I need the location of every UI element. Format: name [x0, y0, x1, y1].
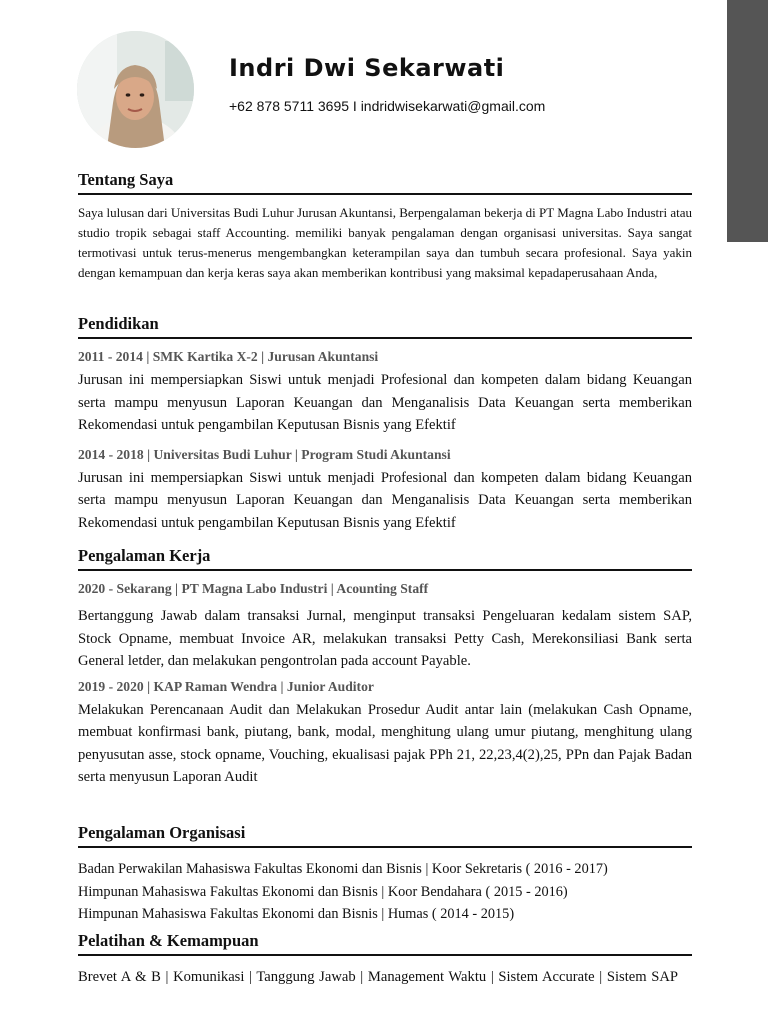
organization-list — [78, 858, 692, 926]
about-text: Saya lulusan dari Universitas Budi Luhur Jurusan Akuntansi, Berpengalaman bekerja di PT Magna Labo Industri atau studio tropik sebagai staff Accounting. memiliki banyak pengalaman dengan organisasi universitas. Saya sangat termotivasi untuk terus-menerus mengembangkan keterampilan saya dan tumbuh secara profesional. Saya yakin dengan kemampuan dan kerja keras saya akan memberikan kontribusi yang maksimal kepadaperusahaan Anda, — [78, 205, 692, 280]
experience-entry — [78, 579, 692, 673]
education-entry-text: Jurusan ini mempersiapkan Siswi untuk menjadi Profesional dan kompeten dalam bidang Keuangan serta mampu menyusun Laporan Keuangan dan Menganalisis Data Keuangan serta memberikan Rekomendasi untuk pengambilan Keputusan Bisnis yang Efektif — [78, 372, 692, 433]
section-title-skills: Pelatihan & Kemampuan — [78, 931, 692, 956]
scrollbar-thumb[interactable] — [727, 0, 768, 242]
education-entry — [78, 445, 692, 535]
education-section — [78, 314, 692, 534]
education-entry — [78, 347, 692, 437]
experience-entry-heading: 2019 - 2020 | KAP Raman Wendra | Junior Auditor — [78, 678, 374, 694]
avatar — [77, 31, 194, 148]
skills-section — [78, 931, 692, 989]
person-name: Indri Dwi Sekarwati — [229, 54, 505, 82]
education-entry-text: Jurusan ini mempersiapkan Siswi untuk menjadi Profesional dan kompeten dalam bidang Keuangan serta mampu menyusun Laporan Keuangan dan Menganalisis Data Keuangan serta memberikan Rekomendasi untuk pengambilan Keputusan Bisnis yang Efektif — [78, 469, 692, 531]
section-title-experience: Pengalaman Kerja — [78, 546, 692, 571]
list-item: Badan Perwakilan Mahasiswa Fakultas Ekonomi dan Bisnis | Koor Sekretaris ( 2016 - 2017) — [78, 861, 608, 877]
about-section — [78, 170, 692, 283]
experience-entry-text: Melakukan Perencanaan Audit dan Melakukan Prosedur Audit antar lain (melakukan Cash Opname, membuat konfirmasi bank, piutang, bank, modal, menghitung ulang umur piutang, menghitung ulang penyusutan asse, stock opname, Vouching, ekualisasi pajak PPh 21, 22,23,4(2),25, PPn dan Pajak Badan serta menyusun Laporan Audit — [78, 701, 692, 785]
experience-entry-text: Bertanggung Jawab dalam transaksi Jurnal, menginput transaksi Pengeluaran kedalam sistem SAP, Stock Opname, membuat Invoice AR, melakukan transaksi Petty Cash, Merekonsiliasi Bank serta General letder, dan melakukan pengontrolan pada account Payable. — [78, 608, 692, 669]
list-item: Himpunan Mahasiswa Fakultas Ekonomi dan Bisnis | Humas ( 2014 - 2015) — [78, 906, 515, 922]
profile-photo — [77, 31, 194, 148]
experience-entry — [78, 677, 692, 789]
experience-section — [78, 546, 692, 789]
skills-text: Brevet A & B | Komunikasi | Tanggung Jawab | Management Waktu | Sistem Accurate | Sistem SAP — [78, 969, 678, 985]
education-entry-heading: 2011 - 2014 | SMK Kartika X-2 | Jurusan Akuntansi — [78, 349, 379, 364]
organization-section — [78, 823, 692, 926]
section-title-about: Tentang Saya — [78, 170, 692, 195]
list-item: Himpunan Mahasiswa Fakultas Ekonomi dan Bisnis | Koor Bendahara ( 2015 - 2016) — [78, 883, 568, 900]
education-entry-heading: 2014 - 2018 | Universitas Budi Luhur | Program Studi Akuntansi — [78, 446, 451, 462]
contact-info: +62 878 5711 3695 I indridwisekarwati@gmail.com — [229, 98, 546, 114]
experience-entry-heading: 2020 - Sekarang | PT Magna Labo Industri | Acounting Staff — [78, 581, 429, 596]
section-title-education: Pendidikan — [78, 314, 692, 339]
section-title-organization: Pengalaman Organisasi — [78, 823, 692, 848]
